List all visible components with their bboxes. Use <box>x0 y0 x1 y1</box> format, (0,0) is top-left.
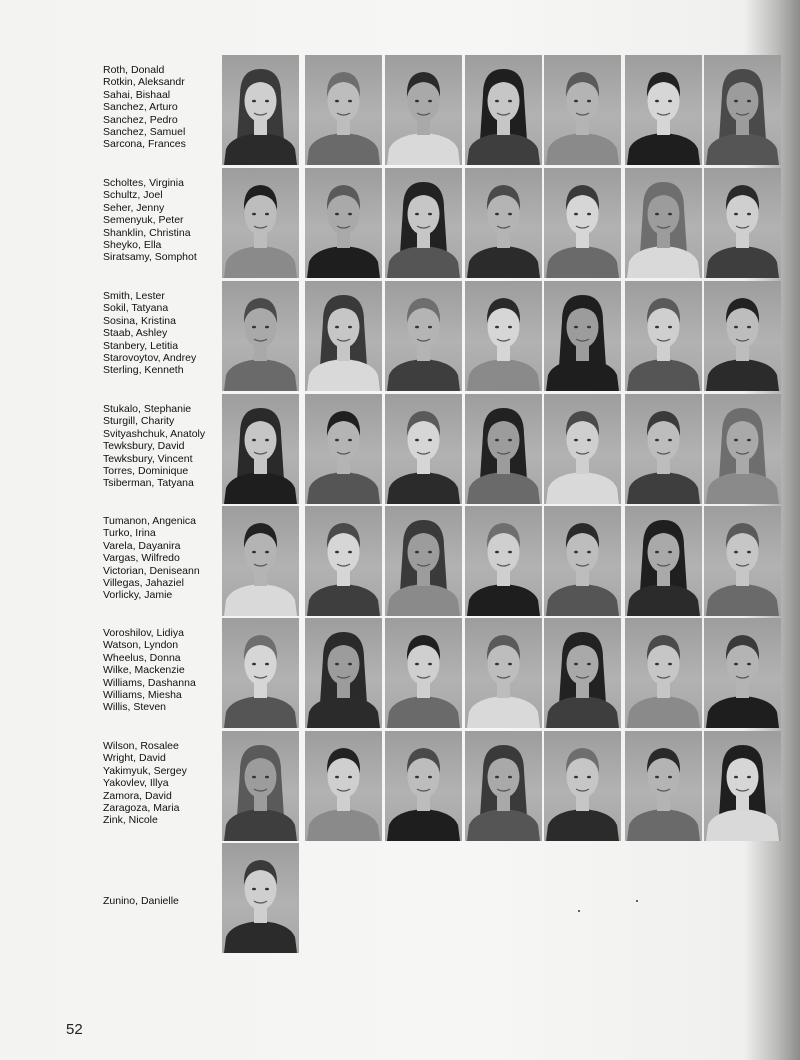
student-name: Stanbery, Letitia <box>103 339 179 352</box>
student-name: Scholtes, Virginia <box>103 177 184 189</box>
portrait-row <box>0 394 800 504</box>
student-portrait <box>385 55 462 165</box>
student-portrait <box>544 618 621 728</box>
portrait-silhouette <box>704 618 781 728</box>
student-portrait <box>465 618 542 728</box>
portrait-row <box>0 843 800 953</box>
student-name: Sanchez, Pedro <box>103 113 178 126</box>
student-portrait <box>625 506 702 616</box>
student-name: Wilke, Mackenzie <box>103 664 185 677</box>
student-portrait <box>625 618 702 728</box>
student-name: Sturgill, Charity <box>103 415 175 428</box>
photo-strip <box>222 281 782 391</box>
student-portrait <box>385 168 462 278</box>
student-name: Sarcona, Frances <box>103 138 186 151</box>
portrait-silhouette <box>625 55 702 165</box>
portrait-silhouette <box>544 55 621 165</box>
portrait-silhouette <box>544 506 621 616</box>
portrait-row <box>0 281 800 391</box>
portrait-row <box>0 168 800 278</box>
portrait-silhouette <box>385 731 462 841</box>
portrait-silhouette <box>625 731 702 841</box>
student-name: Yakimyuk, Sergey <box>103 764 187 777</box>
portrait-silhouette <box>625 168 702 278</box>
portrait-row <box>0 731 800 841</box>
student-name: Victorian, Deniseann <box>103 564 200 577</box>
portrait-silhouette <box>465 731 542 841</box>
student-portrait <box>465 281 542 391</box>
portrait-row <box>0 55 800 165</box>
name-list <box>103 403 218 490</box>
name-list <box>103 895 218 907</box>
student-portrait <box>625 55 702 165</box>
portrait-silhouette <box>385 618 462 728</box>
student-name: Siratsamy, Somphot <box>103 251 197 264</box>
student-name: Sokil, Tatyana <box>103 302 169 315</box>
student-name: Sahai, Bishaal <box>103 88 171 101</box>
name-list <box>103 627 218 714</box>
student-portrait <box>222 618 299 728</box>
student-portrait <box>544 281 621 391</box>
student-portrait <box>305 55 382 165</box>
student-portrait <box>385 618 462 728</box>
portrait-silhouette <box>305 281 382 391</box>
print-speck <box>636 900 638 902</box>
student-name: Smith, Lester <box>103 290 165 302</box>
student-name: Willis, Steven <box>103 701 167 714</box>
portrait-silhouette <box>704 168 781 278</box>
student-portrait <box>704 281 781 391</box>
student-name: Williams, Dashanna <box>103 676 196 689</box>
student-name: Schultz, Joel <box>103 189 163 202</box>
student-portrait <box>222 843 299 953</box>
student-portrait <box>544 55 621 165</box>
student-name: Staab, Ashley <box>103 327 168 340</box>
student-portrait <box>544 506 621 616</box>
student-name: Seher, Jenny <box>103 201 165 214</box>
portrait-silhouette <box>222 618 299 728</box>
name-list <box>103 64 218 151</box>
portrait-silhouette <box>385 168 462 278</box>
student-name: Sosina, Kristina <box>103 314 176 327</box>
photo-strip <box>222 55 782 165</box>
photo-strip <box>222 731 782 841</box>
student-name: Zink, Nicole <box>103 814 158 827</box>
portrait-silhouette <box>704 55 781 165</box>
student-name: Sheyko, Ella <box>103 239 162 252</box>
portrait-silhouette <box>222 281 299 391</box>
portrait-row <box>0 506 800 616</box>
student-portrait <box>465 55 542 165</box>
student-portrait <box>385 281 462 391</box>
photo-strip <box>222 394 782 504</box>
portrait-silhouette <box>704 281 781 391</box>
student-name: Voroshilov, Lidiya <box>103 627 184 639</box>
student-name: Varela, Dayanira <box>103 539 181 552</box>
student-name: Sanchez, Samuel <box>103 126 186 139</box>
student-portrait <box>385 394 462 504</box>
student-portrait <box>305 394 382 504</box>
name-list <box>103 290 218 377</box>
student-portrait <box>704 55 781 165</box>
student-name: Zaragoza, Maria <box>103 802 180 815</box>
student-name: Villegas, Jahaziel <box>103 577 184 590</box>
portrait-silhouette <box>625 506 702 616</box>
portrait-silhouette <box>305 618 382 728</box>
student-portrait <box>465 506 542 616</box>
student-name: Wheelus, Donna <box>103 651 181 664</box>
student-name: Watson, Lyndon <box>103 639 179 652</box>
portrait-silhouette <box>465 394 542 504</box>
student-name: Sterling, Kenneth <box>103 364 184 377</box>
portrait-silhouette <box>305 168 382 278</box>
portrait-silhouette <box>465 618 542 728</box>
portrait-silhouette <box>465 506 542 616</box>
portrait-silhouette <box>704 731 781 841</box>
student-portrait <box>305 506 382 616</box>
portrait-silhouette <box>305 506 382 616</box>
portrait-silhouette <box>544 281 621 391</box>
portrait-silhouette <box>544 731 621 841</box>
student-name: Semenyuk, Peter <box>103 214 184 227</box>
student-name: Tewksbury, David <box>103 440 185 453</box>
portrait-silhouette <box>222 506 299 616</box>
photo-strip <box>222 168 782 278</box>
portrait-silhouette <box>385 281 462 391</box>
portrait-silhouette <box>222 731 299 841</box>
student-name: Vargas, Wilfredo <box>103 552 180 565</box>
portrait-silhouette <box>305 55 382 165</box>
student-portrait <box>544 394 621 504</box>
student-name: Zunino, Danielle <box>103 895 179 907</box>
student-name: Shanklin, Christina <box>103 226 191 239</box>
student-name: Svityashchuk, Anatoly <box>103 427 206 440</box>
student-portrait <box>385 731 462 841</box>
portrait-silhouette <box>704 506 781 616</box>
portrait-silhouette <box>544 168 621 278</box>
student-portrait <box>222 55 299 165</box>
student-name: Wilson, Rosalee <box>103 740 179 752</box>
student-name: Sanchez, Arturo <box>103 101 178 114</box>
student-portrait <box>385 506 462 616</box>
student-portrait <box>465 168 542 278</box>
student-portrait <box>305 168 382 278</box>
student-name: Rotkin, Aleksandr <box>103 76 185 89</box>
photo-strip <box>222 618 782 728</box>
student-portrait <box>465 394 542 504</box>
portrait-silhouette <box>465 55 542 165</box>
student-portrait <box>305 281 382 391</box>
portrait-silhouette <box>625 394 702 504</box>
page-number: 52 <box>66 1021 83 1038</box>
student-portrait <box>222 731 299 841</box>
student-portrait <box>625 731 702 841</box>
student-name: Tsiberman, Tatyana <box>103 477 194 490</box>
portrait-silhouette <box>625 618 702 728</box>
student-name: Torres, Dominique <box>103 465 189 478</box>
student-name: Roth, Donald <box>103 64 165 76</box>
portrait-silhouette <box>625 281 702 391</box>
photo-strip <box>222 506 782 616</box>
portrait-silhouette <box>305 394 382 504</box>
portrait-silhouette <box>544 618 621 728</box>
student-name: Tumanon, Angenica <box>103 515 197 527</box>
student-name: Vorlicky, Jamie <box>103 589 173 602</box>
student-portrait <box>704 731 781 841</box>
student-name: Starovoytov, Andrey <box>103 352 197 365</box>
student-portrait <box>625 394 702 504</box>
student-portrait <box>704 168 781 278</box>
student-portrait <box>305 731 382 841</box>
portrait-silhouette <box>222 55 299 165</box>
student-name: Zamora, David <box>103 789 172 802</box>
portrait-silhouette <box>704 394 781 504</box>
portrait-silhouette <box>222 168 299 278</box>
portrait-silhouette <box>465 281 542 391</box>
student-portrait <box>704 394 781 504</box>
student-portrait <box>222 281 299 391</box>
student-portrait <box>704 506 781 616</box>
student-portrait <box>544 731 621 841</box>
portrait-silhouette <box>544 394 621 504</box>
portrait-silhouette <box>385 55 462 165</box>
student-portrait <box>305 618 382 728</box>
student-name: Yakovlev, Illya <box>103 777 169 790</box>
portrait-silhouette <box>222 394 299 504</box>
student-portrait <box>222 168 299 278</box>
student-portrait <box>704 618 781 728</box>
portrait-row <box>0 618 800 728</box>
photo-strip <box>222 843 782 953</box>
student-portrait <box>222 394 299 504</box>
student-name: Tewksbury, Vincent <box>103 452 193 465</box>
student-name: Turko, Irina <box>103 527 156 540</box>
portrait-silhouette <box>305 731 382 841</box>
student-portrait <box>625 168 702 278</box>
name-list <box>103 515 218 602</box>
student-name: Wright, David <box>103 752 166 765</box>
portrait-silhouette <box>222 843 299 953</box>
name-list <box>103 177 218 264</box>
portrait-silhouette <box>465 168 542 278</box>
student-portrait <box>544 168 621 278</box>
portrait-silhouette <box>385 394 462 504</box>
print-speck <box>578 910 580 912</box>
student-portrait <box>465 731 542 841</box>
student-name: Williams, Miesha <box>103 689 182 702</box>
name-list <box>103 740 218 827</box>
portrait-silhouette <box>385 506 462 616</box>
student-portrait <box>625 281 702 391</box>
student-name: Stukalo, Stephanie <box>103 403 192 415</box>
student-portrait <box>222 506 299 616</box>
